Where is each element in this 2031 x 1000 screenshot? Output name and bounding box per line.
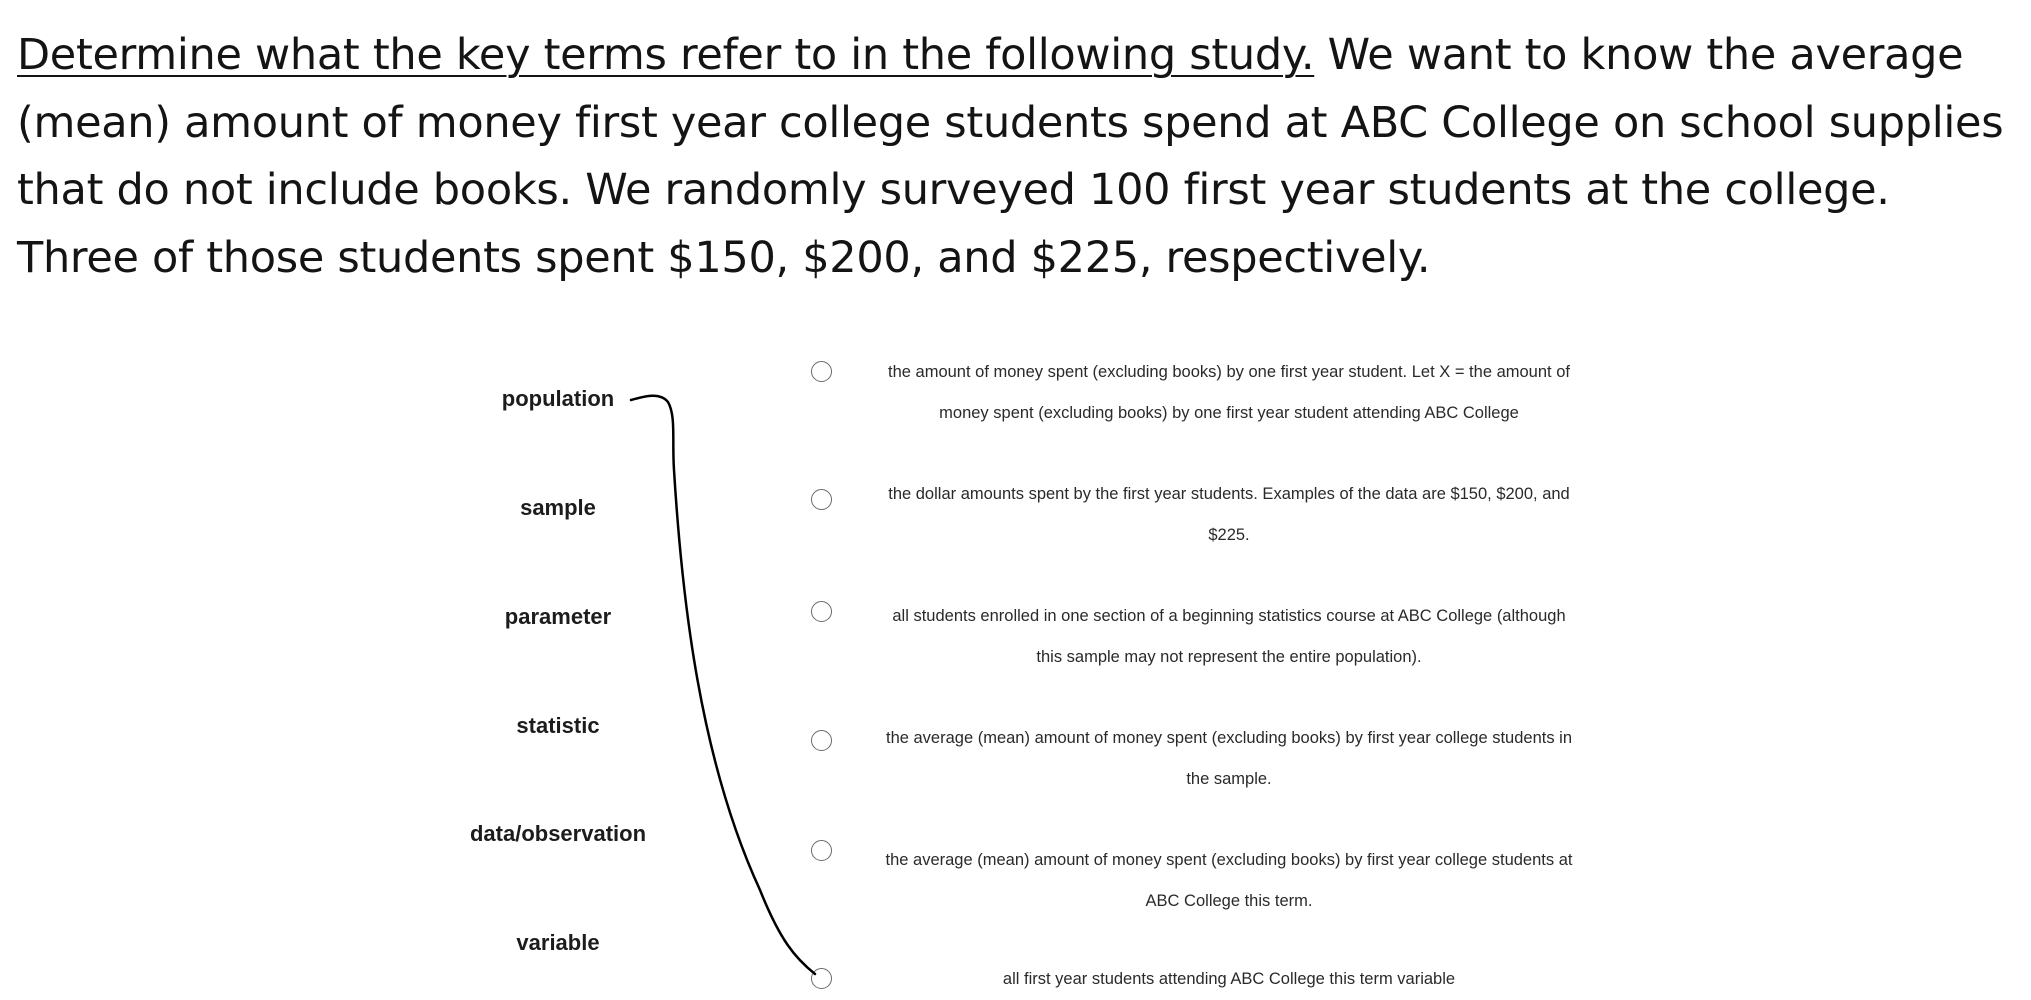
option-text [854, 352, 1604, 434]
option-1 [811, 352, 1611, 432]
term-data-observation[interactable]: data/observation [469, 821, 647, 846]
option-radio[interactable] [811, 489, 832, 510]
option-text-line: money spent (excluding books) by one first year student attending ABC College [939, 404, 1519, 422]
option-text [854, 959, 1604, 1000]
option-text-line: the dollar amounts spent by the first year students. Examples of the data are $150, $200, and [888, 485, 1570, 503]
term-population[interactable]: population [501, 386, 615, 411]
option-5 [811, 840, 1611, 920]
term-parameter[interactable]: parameter [504, 604, 612, 629]
term-statistic[interactable]: statistic [516, 713, 600, 738]
option-6 [811, 962, 1611, 989]
option-text-line: the average (mean) amount of money spent (excluding books) by first year college students at [885, 851, 1573, 869]
option-text-line: $225. [1208, 526, 1250, 544]
prompt-line-4: Three of those students spent $150, $200, and $225, respectively. [17, 232, 1431, 283]
instruction-text: Determine what the key terms refer to in the following study. [17, 30, 1315, 80]
option-text-line: the amount of money spent (excluding books) by one first year student. Let X = the amount of [888, 363, 1570, 381]
term-variable[interactable]: variable [516, 930, 600, 955]
option-radio[interactable] [811, 601, 832, 622]
option-text-line: the sample. [1186, 770, 1272, 788]
option-radio[interactable] [811, 968, 832, 989]
prompt-line-2: (mean) amount of money first year college students spend at ABC College on school supplies [17, 97, 2004, 148]
option-text-line: all first year students attending ABC College this term variable [1002, 970, 1456, 988]
term-sample[interactable]: sample [520, 495, 596, 520]
option-text [854, 840, 1604, 922]
connector-line-population [631, 396, 815, 974]
prompt-line-1-rest: We want to know the average [1314, 30, 1964, 80]
question-prompt [17, 22, 2017, 292]
prompt-line-1 [17, 22, 2017, 90]
option-4 [811, 718, 1611, 798]
option-radio[interactable] [811, 730, 832, 751]
option-text [854, 474, 1604, 556]
option-text-line: this sample may not represent the entire population). [1036, 648, 1422, 666]
option-text-line: the average (mean) amount of money spent (excluding books) by first year college students in [885, 729, 1573, 747]
option-2 [811, 474, 1611, 554]
prompt-line-3: that do not include books. We randomly surveyed 100 first year students at the college. [17, 165, 1890, 215]
option-radio[interactable] [811, 361, 832, 382]
option-text-line: ABC College this term. [1145, 892, 1313, 910]
option-text-line: all students enrolled in one section of a beginning statistics course at ABC College (although [892, 607, 1566, 625]
option-radio[interactable] [811, 840, 832, 861]
option-text [854, 718, 1604, 800]
option-3 [811, 596, 1611, 676]
option-text [854, 596, 1604, 678]
